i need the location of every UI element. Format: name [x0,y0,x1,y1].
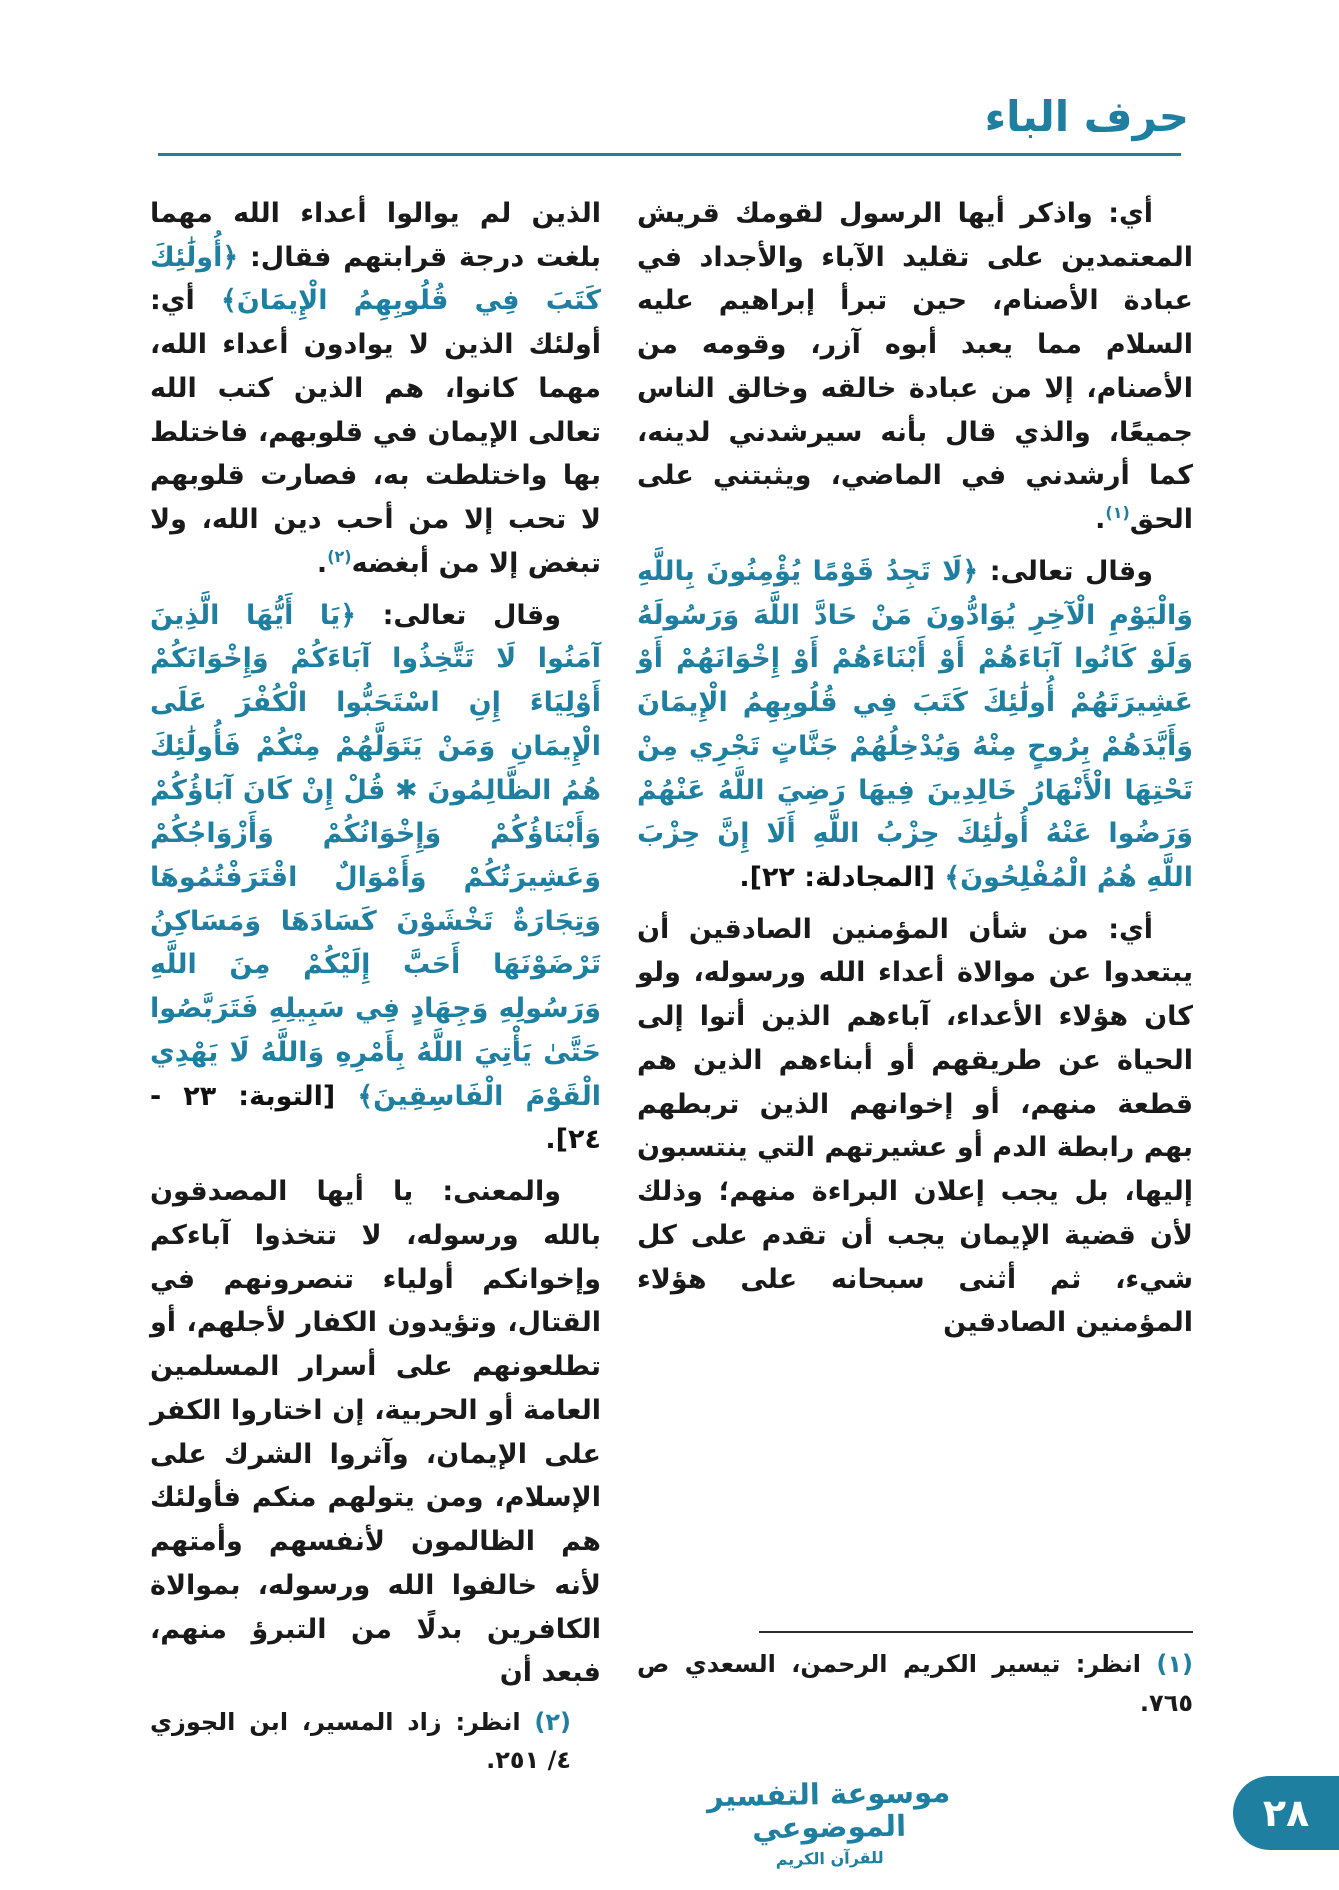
body-text: والمعنى: يا أيها المصدقون بالله ورسوله، لا تتخذوا آباءكم وإخوانكم أولياء تنصرونهم في القتال، وتؤيدون الكفار لأجلهم، أو تطلعونهم على أسرار المسلمين العامة أو الحربية، إن اختاروا الكفر على الإيمان، وآثروا الشرك على الإسلام، ومن يتولهم منكم فأولئك هم الظالمون لأنفسهم وأمتهم لأنه خالفوا الله ورسوله، بموالاة الكافرين بدلًا من التبرؤ منهم، فبعد أن [150,1176,601,1689]
column-right [637,192,1193,1722]
body-text: الذين لم يوالوا أعداء الله مهما بلغت درجة قرابتهم فقال: [150,198,601,273]
publisher-emblem-subtitle: للقرآن الكريم [775,1848,884,1869]
paragraph [150,1170,601,1695]
chapter-title: حرف الباء [984,92,1189,141]
quran-verse: ﴿يَا أَيُّهَا الَّذِينَ آمَنُوا لَا تَتَّخِذُوا آبَاءَكُمْ وَإِخْوَانَكُمْ أَوْلِيَاءَ إِنِ اسْتَحَبُّوا الْكُفْرَ عَلَى الْإِيمَانِ وَمَنْ يَتَوَلَّهُمْ مِنْكُمْ فَأُولَٰئِكَ هُمُ الظَّالِمُونَ ✱ قُلْ إِنْ كَانَ آبَاؤُكُمْ وَأَبْنَاؤُكُمْ وَإِخْوَانُكُمْ وَأَزْوَاجُكُمْ وَعَشِيرَتُكُمْ وَأَمْوَالٌ اقْتَرَفْتُمُوهَا وَتِجَارَةٌ تَخْشَوْنَ كَسَادَهَا وَمَسَاكِنُ تَرْضَوْنَهَا أَحَبَّ إِلَيْكُمْ مِنَ اللَّهِ وَرَسُولِهِ وَجِهَادٍ فِي سَبِيلِهِ فَتَرَبَّصُوا حَتَّىٰ يَأْتِيَ اللَّهُ بِأَمْرِهِ وَاللَّهُ لَا يَهْدِي الْقَوْمَ الْفَاسِقِينَ﴾ [150,599,602,1112]
paragraph [150,192,601,586]
body-text: . [316,547,328,579]
paragraph [150,594,601,1163]
body-text: وقال تعالى: [978,555,1153,587]
footnote-marker: (٢) [327,546,352,566]
column-left-text [150,192,601,1703]
quran-verse: ﴿لَا تَجِدُ قَوْمًا يُؤْمِنُونَ بِاللَّهِ وَالْيَوْمِ الْآخِرِ يُوَادُّونَ مَنْ حَادَّ اللَّهَ وَرَسُولَهُ وَلَوْ كَانُوا آبَاءَهُمْ أَوْ أَبْنَاءَهُمْ أَوْ إِخْوَانَهُمْ أَوْ عَشِيرَتَهُمْ أُولَٰئِكَ كَتَبَ فِي قُلُوبِهِمُ الْإِيمَانَ وَأَيَّدَهُمْ بِرُوحٍ مِنْهُ وَيُدْخِلُهُمْ جَنَّاتٍ تَجْرِي مِنْ تَحْتِهَا الْأَنْهَارُ خَالِدِينَ فِيهَا رَضِيَ اللَّهُ عَنْهُمْ وَرَضُوا عَنْهُ أُولَٰئِكَ حِزْبُ اللَّهِ أَلَا إِنَّ حِزْبَ اللَّهِ هُمُ الْمُفْلِحُونَ﴾ [637,555,1193,894]
quran-verse: ﴿أُولَٰئِكَ كَتَبَ فِي قُلُوبِهِمُ الْإِيمَانَ﴾ [150,241,601,317]
paragraph [637,908,1193,1345]
footnote-marker: (٢) [534,1707,571,1736]
footnote-right [637,1631,1193,1722]
verse-reference: [المجادلة: ٢٢]. [739,862,945,894]
body-text: أي: واذكر أيها الرسول لقومك قريش المعتمدين على تقليد الآباء والأجداد في عبادة الأصنام، حين تبرأ إبراهيم عليه السلام مما يعبد أبوه آزر، وقومه من الأصنام، إلا من عبادة خالقه وخالق الناس جميعًا، والذي قال بأنه سيرشدني لدينه، كما أرشدني في الماضي، ويثبتني على الحق [637,198,1193,536]
footnote-marker: (١) [1105,503,1130,523]
footnote-marker: (١) [1156,1650,1193,1679]
publisher-emblem-title: موسوعة التفسير الموضوعي [706,1775,951,1846]
column-right-text [637,192,1193,1353]
footnote-divider [759,1631,1193,1633]
verse-reference: [التوبة: ٢٣ - ٢٤]. [150,1080,601,1156]
publisher-emblem [678,1776,980,1871]
paragraph [637,550,1193,900]
page-header [0,0,1339,156]
footnote-left [150,1703,601,1780]
column-left [150,192,602,1775]
footnote-text: انظر: تيسير الكريم الرحمن، السعدي ص ٧٦٥. [637,1650,1193,1717]
body-text: أي: من شأن المؤمنين الصادقين أن يبتعدوا عن موالاة أعداء الله ورسوله، ولو كان هؤلاء الأعداء، آباءهم الذين أتوا إلى الحياة عن طريقهم أو أبناءهم الذين هم قطعة منهم، أو إخوانهم الذين تربطهم بهم رابطة الدم أو عشيرتهم التي ينتسبون إليها، بل يجب إعلان البراءة منهم؛ وذلك لأن قضية الإيمان يجب أن تقدم على كل شيء، ثم أثنى سبحانه على هؤلاء المؤمنين الصادقين [637,913,1193,1339]
footnote-text: انظر: زاد المسير، ابن الجوزي ٤/ ٢٥١. [150,1707,571,1775]
body-text: وقال تعالى: [356,599,561,631]
page-number: ٢٨ [1262,1791,1310,1835]
body-text: . [1095,504,1106,536]
paragraph [637,192,1193,542]
body-text: أي: أولئك الذين لا يوادون أعداء الله، مهما كانوا، هم الذين كتب الله تعالى الإيمان في قلوبهم، فاختلط بها واختلطت به، فصارت قلوبهم لا تحب إلا من أحب دين الله، ولا تبغض إلا من أبغضه [150,285,601,579]
page-body [0,156,1339,1775]
page-number-badge [1233,1776,1339,1850]
